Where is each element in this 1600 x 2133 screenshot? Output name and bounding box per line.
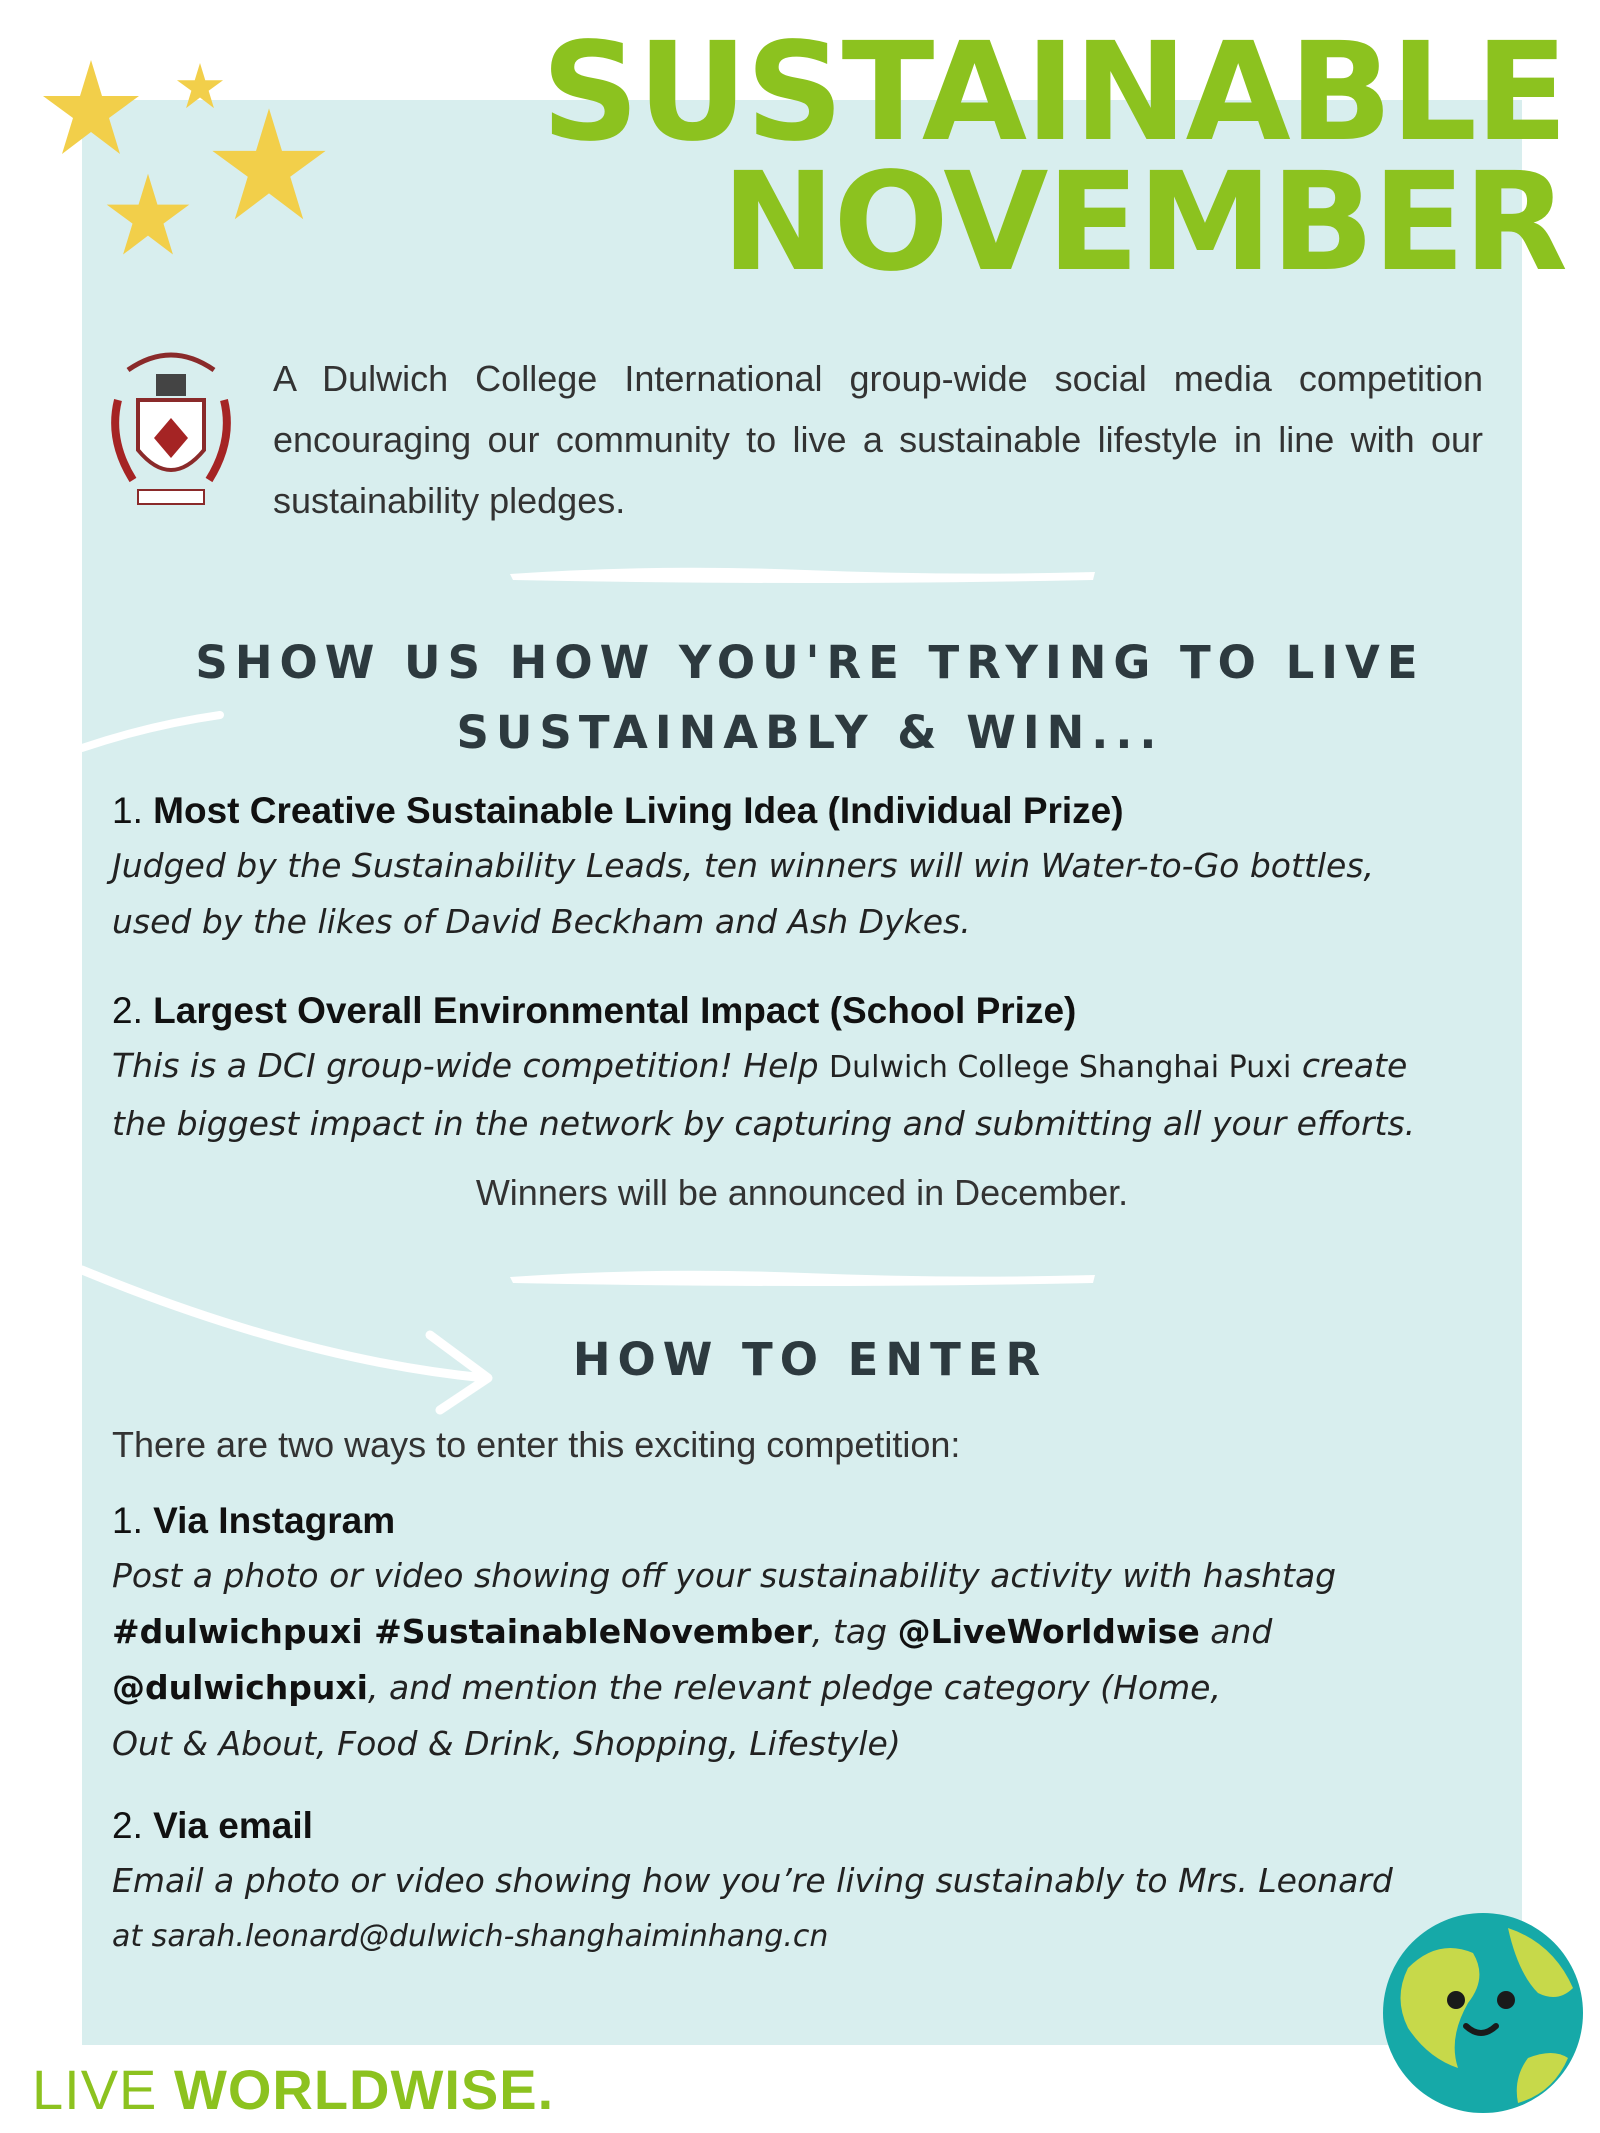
college-crest-icon bbox=[108, 340, 234, 512]
tag-text: , tag bbox=[811, 1612, 888, 1651]
winners-announcement: Winners will be announced in December. bbox=[475, 1172, 1129, 1213]
prize-1-number: 1. bbox=[112, 790, 143, 831]
prize-2-desc-line-1 bbox=[112, 1038, 1512, 1096]
prize-1-desc-line-1: Judged by the Sustainability Leads, ten winners will win Water-to-Go bottles, bbox=[112, 846, 1375, 885]
prize-2-description bbox=[112, 1038, 1512, 1152]
section-heading-how-to-enter: HOW TO ENTER bbox=[572, 1333, 1048, 1386]
star-icon bbox=[208, 106, 330, 224]
footer-worldwise: WORLDWISE. bbox=[173, 2058, 555, 2121]
handle-dulwichpuxi: @dulwichpuxi bbox=[112, 1668, 368, 1707]
handle-liveworldwise: @LiveWorldwise bbox=[897, 1612, 1200, 1651]
heading-line-1: SHOW US HOW YOU'RE TRYING TO LIVE bbox=[195, 636, 1425, 689]
prize-1-name: Most Creative Sustainable Living Idea bbox=[153, 790, 818, 831]
way-2-name: Via email bbox=[153, 1805, 313, 1846]
prize-1-description bbox=[112, 838, 1512, 950]
way-1-title bbox=[112, 1495, 1492, 1547]
footer-brand bbox=[32, 2058, 554, 2122]
way-2-email-line: at sarah.leonard@dulwich-shanghaiminhang.cn bbox=[112, 1919, 829, 1954]
star-icon bbox=[102, 172, 194, 258]
way-1-name: Via Instagram bbox=[153, 1500, 396, 1541]
intro-text: A Dulwich College International group-wide social media competition encouraging our community to live a sustainable lifestyle in line with our sustainability pledges. bbox=[273, 358, 1483, 521]
prize-2-desc-part-a: This is a DCI group-wide competition! Help bbox=[112, 1046, 819, 1085]
way-1-line-3-text: , and mention the relevant pledge category (Home, bbox=[368, 1668, 1221, 1707]
way-1-number: 1. bbox=[112, 1500, 143, 1541]
brush-divider bbox=[505, 1263, 1100, 1289]
prize-2-school-name: Dulwich College Shanghai Puxi bbox=[829, 1050, 1292, 1085]
prize-2-tag: (School Prize) bbox=[829, 990, 1077, 1031]
title-line-2: NOVEMBER bbox=[721, 144, 1566, 302]
section-heading-show-us bbox=[90, 628, 1530, 768]
way-1-line-4: Out & About, Food & Drink, Shopping, Lifestyle) bbox=[112, 1724, 901, 1763]
page-title bbox=[541, 14, 1566, 302]
way-1-line-1: Post a photo or video showing off your sustainability activity with hashtag bbox=[112, 1556, 1337, 1595]
way-2-number: 2. bbox=[112, 1805, 143, 1846]
prize-2-desc-part-c: create bbox=[1301, 1046, 1408, 1085]
way-2-title bbox=[112, 1800, 1492, 1852]
way-2-description bbox=[112, 1853, 1512, 1965]
entry-ways-intro: There are two ways to enter this exciting competition: bbox=[112, 1424, 961, 1465]
smiling-globe-icon bbox=[1378, 1908, 1588, 2118]
heading-line-2: SUSTAINABLY & WIN... bbox=[456, 706, 1164, 759]
prize-1-tag: (Individual Prize) bbox=[827, 790, 1124, 831]
brush-divider bbox=[505, 560, 1100, 586]
prize-1-title bbox=[112, 785, 1492, 837]
way-1-description bbox=[112, 1548, 1512, 1772]
title-line-1: SUSTAINABLE bbox=[541, 14, 1566, 172]
prize-1-desc-line-2: used by the likes of David Beckham and Ash Dykes. bbox=[112, 902, 971, 941]
prize-2-number: 2. bbox=[112, 990, 143, 1031]
prize-2-name: Largest Overall Environmental Impact bbox=[153, 990, 820, 1031]
way-1-line-2 bbox=[112, 1604, 1512, 1660]
star-icon bbox=[36, 58, 146, 158]
prize-2-title bbox=[112, 985, 1492, 1037]
prize-2-desc-line-2: the biggest impact in the network by capturing and submitting all your efforts. bbox=[112, 1104, 1416, 1143]
and-text: and bbox=[1210, 1612, 1273, 1651]
hashtags: #dulwichpuxi #SustainableNovember bbox=[112, 1612, 812, 1651]
star-icon bbox=[174, 62, 226, 110]
way-1-line-3 bbox=[112, 1660, 1512, 1716]
footer-live: LIVE bbox=[32, 2058, 158, 2121]
way-2-line-1: Email a photo or video showing how you’re living sustainably to Mrs. Leonard bbox=[112, 1861, 1393, 1900]
